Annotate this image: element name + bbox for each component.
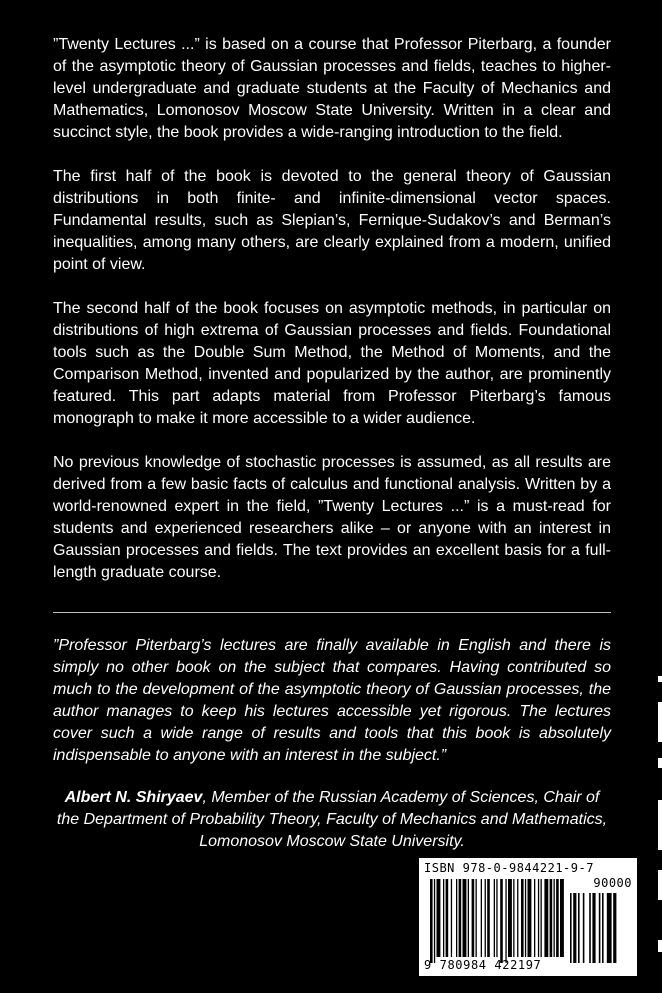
edge-mark	[658, 870, 662, 900]
barcode-bar	[554, 879, 555, 957]
description-paragraph-2: The first half of the book is devoted to the general theory of Gaussian distributions in both finite- and infinite-dimensional vector spaces. Fundamental results, such as Slepian’s, Fernique-Sudakov’s and Berman’s inequalities, among many others, are clearly explained from a modern, unified point of view.	[53, 168, 611, 273]
edge-mark	[658, 758, 662, 768]
price-code: 90000	[593, 876, 632, 890]
description-paragraph-3: The second half of the book focuses on asymptotic methods, in particular on distributions of high extrema of Gaussian processes and fields. Foundational tools such as the Double Sum Method, the Method of Moments, and the Comparison Method, invented and popularized by the author, are prominently featured. This part adapts material from Professor Piterbarg’s famous monograph to make it more accessible to a wider audience.	[53, 300, 611, 427]
barcode-bar	[430, 879, 433, 963]
barcode-bar	[468, 879, 469, 957]
barcode-bar	[476, 879, 477, 957]
barcode-bar	[589, 893, 591, 963]
barcode-bar	[521, 879, 524, 957]
isbn-barcode	[419, 858, 637, 976]
barcode-bar	[508, 879, 512, 957]
description-paragraph-4: No previous knowledge of stochastic processes is assumed, as all results are derived from a few basic facts of calculus and functional analysis. Written by a world-renowned expert in the field, ”Twenty Lectures ...” is a must-read for students and experienced researchers alike – or anyone with an interest in Gaussian processes and fields. The text provides an excellent basis for a full-length graduate course.	[53, 454, 611, 581]
isbn-label: ISBN 978-0-9844221-9-7	[424, 861, 594, 875]
barcode-bar	[513, 879, 514, 957]
endorsement-quote: ”Professor Piterbarg’s lectures are finally available in English and there is simply no other book on the subject that compares. Having contributed so much to the development of the asymptotic theory of Gaussian processes, the author manages to keep his lectures accessible yet rigorous. The lectures cover such a wide range of results and tools that this book is absolutely indispensable to anyone with an interest in the subject.”	[53, 637, 611, 764]
barcode-bar	[472, 879, 475, 957]
edge-mark	[658, 940, 662, 952]
barcode-bar	[544, 879, 548, 957]
barcode-bar	[463, 879, 467, 957]
edge-mark	[658, 800, 662, 850]
barcode-bar	[538, 879, 539, 957]
barcode-bar	[613, 893, 616, 963]
barcode-bar	[485, 879, 486, 957]
endorser-name: Albert N. Shiryaev	[64, 789, 203, 806]
barcode-bar	[599, 893, 601, 963]
barcode-bar	[583, 893, 585, 963]
barcode-bar	[560, 879, 564, 957]
barcode-bar	[481, 879, 482, 957]
barcode-bar	[556, 879, 559, 957]
barcode-bar	[443, 879, 444, 957]
barcode-bar	[578, 893, 580, 963]
barcode-bar	[534, 879, 535, 957]
barcode-bar	[456, 879, 457, 957]
barcode-bar	[487, 879, 490, 957]
back-cover-content	[53, 34, 611, 853]
barcode-bar	[592, 893, 595, 963]
barcode-bar	[505, 879, 506, 963]
barcode-bar	[500, 879, 503, 963]
barcode-bar	[437, 879, 441, 957]
description-paragraph-1: ”Twenty Lectures ...” is based on a course that Professor Piterbarg, a founder of the asymptotic theory of Gaussian processes and fields, teaches to higher-level undergraduate and graduate students at the Faculty of Mechanics and Mathematics, Lomonosov Moscow State University. Written in a clear and succinct style, the book provides a wide-ranging introduction to the field.	[53, 36, 611, 141]
barcode-bar	[550, 879, 553, 957]
barcode-bar	[528, 879, 532, 957]
endorser-details: , Member of the Russian Academy of Sciences, Chair of the Department of Probability Theory, Faculty of Mechanics and Mathematics, Lomonosov Moscow State University.	[56, 789, 608, 850]
barcode-bar	[525, 879, 526, 957]
barcode-bar	[517, 879, 518, 957]
barcode-bar	[607, 893, 612, 963]
barcode-bar	[602, 893, 604, 963]
barcode-bar	[446, 879, 449, 957]
barcode-bar	[494, 879, 495, 957]
edge-mark	[658, 676, 662, 682]
barcode-bar	[573, 893, 576, 963]
barcode-bar	[496, 879, 497, 957]
barcode-bar	[459, 879, 462, 957]
barcode-bar	[434, 879, 435, 963]
endorsement-attribution	[53, 787, 611, 853]
barcode-bar	[570, 893, 572, 963]
barcode-digits: 9 780984 422197	[424, 958, 542, 972]
barcode-bar	[451, 879, 452, 957]
barcode-bar	[541, 879, 542, 957]
divider-rule	[53, 612, 611, 613]
edge-mark	[658, 702, 662, 742]
